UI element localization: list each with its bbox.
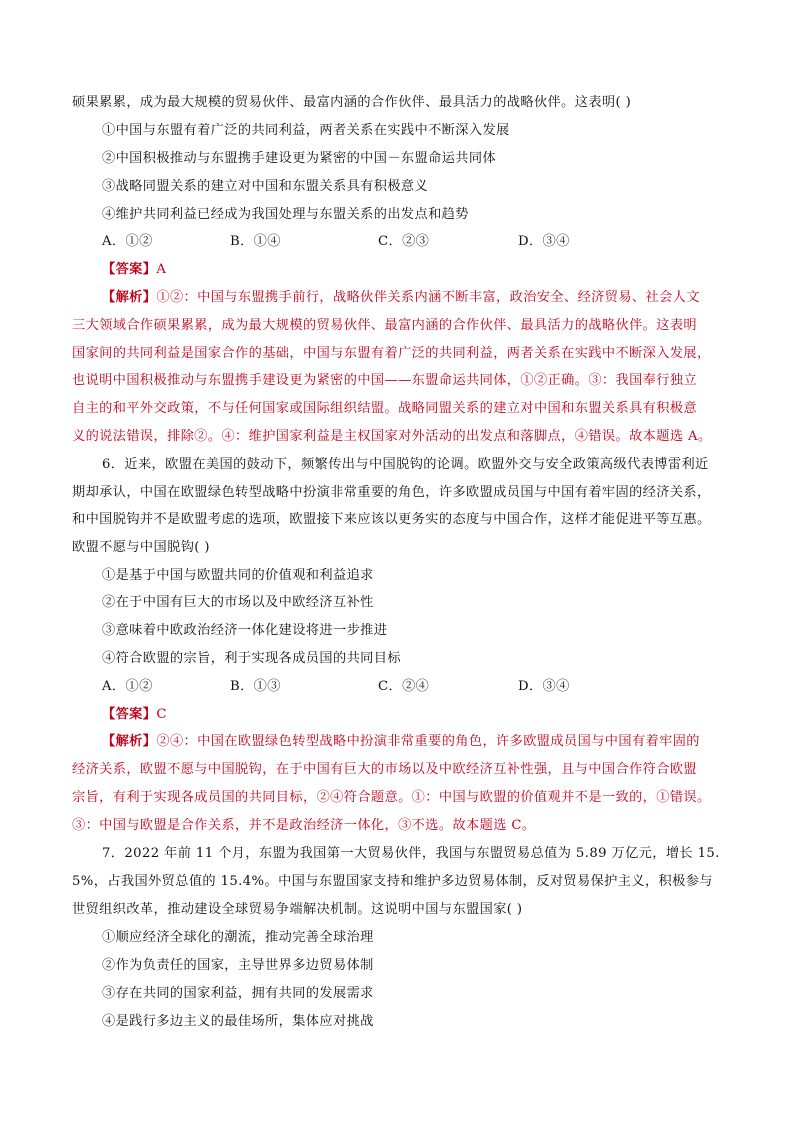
q6-stem-4: 欧盟不愿与中国脱钩( )	[72, 540, 210, 555]
q5-options	[102, 233, 722, 251]
q5-option-a: A．①②	[102, 234, 153, 249]
q5-item-1: ①中国与东盟有着广泛的共同利益，两者关系在实践中不断深入发展	[102, 123, 510, 138]
q6-item-1: ①是基于中国与欧盟共同的价值观和利益追求	[102, 568, 374, 583]
q5-answer-value: A	[156, 262, 167, 277]
q7-stem-1: 7．2022 年前 11 个月，东盟为我国第一大贸易伙伴，我国与东盟贸易总值为 5.89 万亿元，增长 15.	[102, 846, 720, 861]
q6-answer	[102, 706, 167, 724]
q6-option-d: D．③④	[518, 679, 570, 694]
q5-analysis-text-1: ①②：中国与东盟携手前行，战略伙伴关系内涵不断丰富，政治安全、经济贸易、社会人文	[156, 290, 700, 305]
q6-answer-value: C	[156, 707, 167, 722]
q5-item-2: ②中国积极推动与东盟携手建设更为紧密的中国－东盟命运共同体	[102, 151, 497, 166]
q5-analysis-line-2: 三大领域合作硕果累累，成为最大规模的贸易伙伴、最富内涵的合作伙伴、最具活力的战略伙伴。这表明	[72, 318, 698, 333]
q5-option-b: B．①④	[230, 234, 281, 249]
q7-item-2: ②作为负责任的国家，主导世界多边贸易体制	[102, 958, 374, 973]
q6-stem-2: 期却承认，中国在欧盟绿色转型战略中扮演非常重要的角色，许多欧盟成员国与中国有着牢固的经济关系，	[72, 485, 711, 500]
q7-item-1: ①顺应经济全球化的潮流，推动完善全球治理	[102, 930, 374, 945]
q5-analysis-line-6: 义的说法错误，排除②。④：维护国家利益是主权国家对外活动的出发点和落脚点，④错误。故本题选 A。	[72, 429, 712, 444]
q6-answer-label: 【答案】	[102, 707, 157, 722]
q5-option-c: C．②③	[378, 234, 430, 249]
q6-item-2: ②在于中国有巨大的市场以及中欧经济互补性	[102, 595, 374, 610]
q6-item-4: ④符合欧盟的宗旨，利于实现各成员国的共同目标	[102, 651, 401, 666]
q6-analysis-line-1	[102, 733, 700, 751]
q6-option-a: A．①②	[102, 679, 153, 694]
q6-option-b: B．①③	[230, 679, 281, 694]
q5-option-d: D．③④	[518, 234, 570, 249]
q5-analysis-line-1	[102, 289, 700, 307]
q7-item-4: ④是践行多边主义的最佳场所，集体应对挑战	[102, 1014, 374, 1029]
q6-analysis-line-4: ③：中国与欧盟是合作关系，并不是政治经济一体化，③不选。故本题选 C。	[72, 818, 536, 833]
q6-analysis-line-3: 宗旨，有利于实现各成员国的共同目标，②④符合题意。①：中国与欧盟的价值观并不是一致的，①错误。	[72, 790, 711, 805]
q5-analysis-line-3: 国家间的共同利益是国家合作的基础，中国与东盟有着广泛的共同利益，两者关系在实践中不断深入发展，	[72, 346, 711, 361]
q5-analysis-line-4: 也说明中国积极推动与东盟携手建设更为紧密的中国——东盟命运共同体，①②正确。③：我国奉行独立	[72, 373, 698, 388]
q6-options	[102, 678, 722, 696]
q6-stem-1: 6．近来，欧盟在美国的鼓动下，频繁传出与中国脱钩的论调。欧盟外交与安全政策高级代表博雷利近	[102, 457, 709, 472]
q6-analysis-text-1: ②④：中国在欧盟绿色转型战略中扮演非常重要的角色，许多欧盟成员国与中国有着牢固的	[156, 734, 700, 749]
q5-answer-label: 【答案】	[102, 262, 157, 277]
q6-analysis-line-2: 经济关系，欧盟不愿与中国脱钩，在于中国有巨大的市场以及中欧经济互补性强，且与中国合作符合欧盟	[72, 762, 698, 777]
q5-answer	[102, 261, 166, 279]
q5-stem: 硕果累累，成为最大规模的贸易伙伴、最富内涵的合作伙伴、最具活力的战略伙伴。这表明( )	[72, 95, 632, 110]
q7-stem-2: 5%，占我国外贸总值的 15.4%。中国与东盟国家支持和维护多边贸易体制，反对贸易保护主义，积极参与	[72, 874, 713, 889]
q6-analysis-label: 【解析】	[102, 734, 157, 749]
q5-item-4: ④维护共同利益已经成为我国处理与东盟关系的出发点和趋势	[102, 207, 469, 222]
q6-stem-3: 和中国脱钩并不是欧盟考虑的选项，欧盟接下来应该以更务实的态度与中国合作，这样才能促进平等互惠。	[72, 512, 711, 527]
q6-item-3: ③意味着中欧政治经济一体化建设将进一步推进	[102, 623, 388, 638]
q7-item-3: ③存在共同的国家利益，拥有共同的发展需求	[102, 986, 374, 1001]
q6-option-c: C．②④	[378, 679, 430, 694]
q7-stem-3: 世贸组织改革，推动建设全球贸易争端解决机制。这说明中国与东盟国家( )	[72, 902, 523, 917]
q5-item-3: ③战略同盟关系的建立对中国和东盟关系具有积极意义	[102, 179, 429, 194]
q5-analysis-line-5: 自主的和平外交政策，不与任何国家或国际组织结盟。战略同盟关系的建立对中国和东盟关系具有积极意	[72, 401, 698, 416]
q5-analysis-label: 【解析】	[102, 290, 157, 305]
